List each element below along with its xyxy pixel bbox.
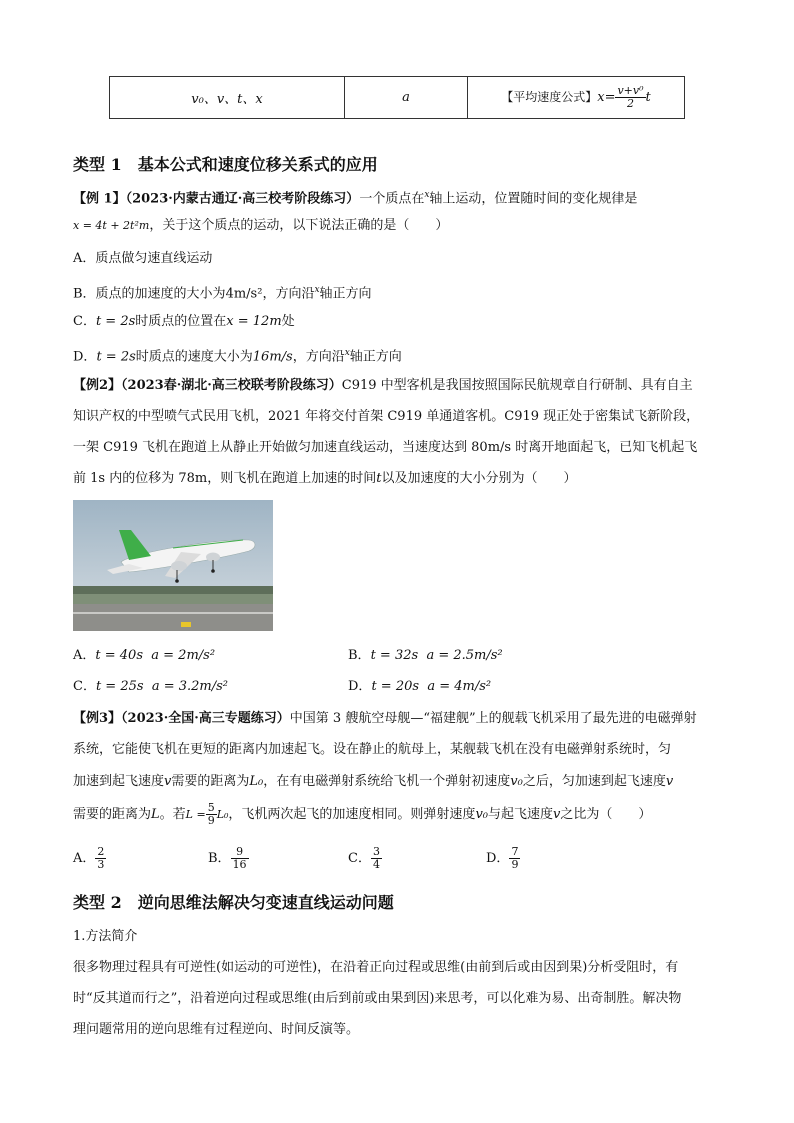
type2-subheading: 1.方法简介 (73, 929, 138, 944)
ex2-option-c: C．t = 25s a = 3.2m/s² (73, 679, 228, 694)
known-quantities-cell: v₀、v、t、x (110, 77, 345, 119)
type2-paragraph-line3: 理问题常用的逆向思维有过程逆向、时间反演等。 (73, 1022, 360, 1037)
ex2-line3: 一架 C919 飞机在跑道上从静止开始做匀加速直线运动，当速度达到 80m/s 时离开地面起飞，已知飞机起飞 (73, 440, 698, 455)
ex2-line1: 【例2】（2023春·湖北·高三校联考阶段练习）C919 中型客机是我国按照国际民航规章自行研制、具有自主 (73, 378, 693, 393)
c919-airplane-photo (73, 500, 273, 631)
ex2-option-d: D．t = 20s a = 4m/s² (348, 679, 492, 694)
type2-paragraph-line1: 很多物理过程具有可逆性(如运动的可逆性)，在沿着正向过程或思维(由前到后或由因到果)分析受阻时，有 (73, 960, 679, 975)
type1-heading: 类型 1 基本公式和速度位移关系式的应用 (73, 155, 378, 174)
ex3-ratio-fraction: $\frac{5}{9}$ (207, 801, 215, 827)
ex2-line2: 知识产权的中型喷气式民用飞机，2021 年将交付首架 C919 单通道客机。C919 现正处于密集试飞新阶段， (73, 409, 700, 424)
ex3-line3: 加速到起飞速度v需要的距离为L₀，在有电磁弹射系统给飞机一个弹射初速度v₀之后，匀加速到起飞速度v (73, 774, 674, 789)
ex1-line2: x = 4t + 2t²m，关于这个质点的运动，以下说法正确的是（ ） (73, 218, 449, 233)
formula-table (109, 76, 685, 119)
ex1-option-d: D．t = 2s时质点的速度大小为16m/s，方向沿$^x$轴正方向 (73, 348, 402, 365)
average-velocity-fraction: $\frac{\text{v+v⁰}}{2}$ (617, 84, 644, 110)
type2-heading: 类型 2 逆向思维法解决匀变速直线运动问题 (73, 893, 394, 912)
ex3-option-c: C． $\frac{3}{4}$ (348, 845, 380, 871)
airplane-takeoff-illustration (73, 500, 273, 631)
ex3-line2: 系统，它能使飞机在更短的距离内加速起飞。设在静止的航母上，某舰载飞机在没有电磁弹射系统时，匀 (73, 742, 672, 757)
ex3-option-d: D． $\frac{7}{9}$ (486, 845, 519, 871)
ex1-line1: 【例 1】（2023·内蒙古通辽·高三校考阶段练习）一个质点在$^x$轴上运动，位置随时间的变化规律是 (73, 190, 638, 207)
type2-paragraph-line2: 时“反其道而行之”，沿着逆向过程或思维(由后到前或由果到因)来思考，可以化难为易、出奇制胜。解决物 (73, 991, 682, 1006)
ex1-option-b: B．质点的加速度的大小为4m/s²，方向沿$^x$轴正方向 (73, 285, 372, 302)
ex3-line4: 需要的距离为L。若L = $\frac{5}{9}$ L₀，飞机两次起飞的加速度相同。则弹射速度v₀与起飞速度v之比为（ ） (73, 801, 652, 827)
ex3-line1: 【例3】（2023·全国·高三专题练习）中国第 3 艘航空母舰—“福建舰”上的舰载飞机采用了最先进的电磁弹射 (73, 711, 697, 726)
ex2-option-b: B．t = 32s a = 2.5m/s² (348, 648, 503, 663)
ex3-option-a: A． $\frac{2}{3}$ (73, 845, 105, 871)
ex2-option-a: A．t = 40s a = 2m/s² (73, 648, 216, 663)
formula-cell: 【平均速度公式】x= $\frac{\text{v+v⁰}}{2}$ t (468, 77, 685, 119)
ex1-option-a: A．质点做匀速直线运动 (73, 251, 213, 266)
ex1-option-c: C．t = 2s时质点的位置在x = 12m处 (73, 314, 295, 329)
ex3-option-b: B． $\frac{9}{16}$ (208, 845, 247, 871)
ex1-position-equation: x = 4t + 2t²m (73, 219, 150, 232)
ex2-line4: 前 1s 内的位移为 78m，则飞机在跑道上加速的时间t以及加速度的大小分别为（ ） (73, 471, 577, 486)
missing-quantity-cell: a (345, 77, 468, 119)
